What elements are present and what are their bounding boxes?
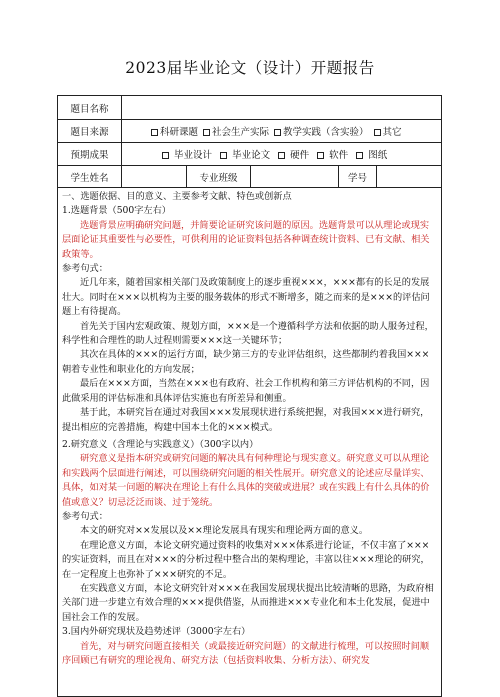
checkbox-icon[interactable] (162, 152, 169, 159)
significance-paragraph: 在理论意义方面，本论文研究通过资料的收集对×××体系进行论证，不仅丰富了×××的实证资料，而且在对×××的分析过程中整合出的架构理论，丰富以往×××理论的研究，在一定程度上也弥补了×××研究的不足。 (62, 539, 430, 580)
research-status-heading: 3.国内外研究现状及趋势述评（3000字左右） (62, 626, 251, 638)
result-option-software[interactable]: 软件 (317, 147, 348, 161)
source-option-other[interactable]: 其它 (374, 124, 402, 138)
topic-name-value[interactable] (122, 96, 441, 119)
background-instruction: 选题背景应明确研究问题，并简要论证研究该问题的原因。选题背景可以从理论或现实层面论证其重要性与必要性，可供利用的论证资料包括各种调查统计资料、已有文献、相关政策等。 (62, 219, 430, 260)
topic-source-row (58, 120, 441, 143)
checkbox-icon[interactable] (374, 129, 381, 136)
checkbox-icon[interactable] (220, 152, 227, 159)
background-paragraph: 近几年来，随着国家相关部门及政策制度上的逐步重视×××，×××都有的长足的发展壮大。同时在×××以机构为主要的服务载体的形式不断增多，随之而来的是×××的评估问题上有待提高。 (62, 277, 430, 318)
checkbox-icon[interactable] (356, 152, 363, 159)
student-name-label: 学生姓名 (58, 166, 122, 187)
checkbox-icon[interactable] (278, 152, 285, 159)
research-status-instruction: 首先，对与研究问题直接相关（或最接近研究问题）的文献进行梳理，可以按照时间顺序回顾已有研究的理论视角、研究方法（包括资料收集、分析方法）、研究发 (62, 640, 430, 666)
result-option-design[interactable]: 毕业设计 (162, 147, 212, 161)
background-paragraph: 其次在具体的×××的运行方面，缺少第三方的专业评估组织，这些都制约着我国×××朝着专业性和职业化的方向发展； (62, 349, 430, 375)
reference-label: 参考句式： (62, 263, 108, 275)
major-class-value[interactable] (251, 166, 339, 187)
section-heading: 一、选题依据、目的意义、主要参考文献、特色或创新点 (62, 191, 292, 202)
reference-label: 参考句式： (62, 510, 108, 522)
checkbox-icon[interactable] (317, 152, 324, 159)
result-option-drawing[interactable]: 图纸 (356, 147, 387, 161)
proposal-form (57, 95, 442, 697)
background-paragraph: 基于此，本研究旨在通过对我国×××发展现状进行系统把握，对我国×××进行研究，提出相应的完善措施，构建中国本土化的×××模式。 (62, 407, 430, 433)
significance-paragraph: 本文的研究对××发展以及××理论发展具有现实和理论两方面的意义。 (80, 525, 369, 537)
checkbox-icon[interactable] (203, 129, 210, 136)
source-option-teaching[interactable]: 教学实践（含实验） (274, 124, 369, 138)
topic-source-label: 题目来源 (58, 120, 122, 142)
page-title: 2023届毕业论文（设计）开题报告 (125, 59, 375, 77)
significance-instruction: 研究意义是指本研究或研究问题的解决具有何种理论与现实意义。研究意义可以从理论和实践两个层面进行阐述，可以围绕研究问题的相关性展开。研究意义的论述应尽量详实、具体，如对某一问题的解决在理论上有什么具体的突破或进展？或在实践上有什么具体的价值或意义？切忌泛泛而谈、过于笼统。 (62, 453, 430, 508)
significance-heading: 2.研究意义（含理论与实践意义）（300字以内） (62, 438, 259, 450)
student-id-value[interactable] (377, 166, 441, 187)
topic-source-options (122, 120, 441, 142)
checkbox-icon[interactable] (274, 129, 281, 136)
source-option-production[interactable]: 社会生产实际 (203, 124, 269, 138)
significance-paragraph: 在实践意义方面，本论文研究针对×××在我国发展现状提出比较清晰的思路，为政府相关部门进一步建立有效合理的×××提供借鉴，从而推进×××专业化和本土化发展，促进中国社会工作的发展。 (62, 582, 434, 623)
result-option-hardware[interactable]: 硬件 (278, 147, 309, 161)
result-option-thesis[interactable]: 毕业论文 (220, 147, 270, 161)
proposal-body (62, 190, 438, 668)
student-id-label: 学号 (339, 166, 377, 187)
background-paragraph: 首先关于国内宏观政策、规划方面，×××是一个遵循科学方法和依据的助人服务过程，科学性和合理性的助人过程则需要×××这一关键环节； (62, 320, 434, 347)
background-paragraph: 最后在×××方面，当然在×××也有政府、社会工作机构和第三方评估机构的不同，因此做采用的评估标准和具体评估实施也有所差异和侧重。 (62, 378, 430, 404)
background-heading: 1.选题背景（500字左右） (62, 205, 171, 217)
expected-result-options (122, 143, 441, 165)
student-name-value[interactable] (122, 166, 187, 187)
topic-name-row (58, 96, 441, 120)
source-option-research[interactable]: 科研课题 (151, 124, 198, 138)
student-info-row (58, 166, 441, 188)
topic-name-label: 题目名称 (58, 96, 122, 119)
major-class-label: 专业班级 (187, 166, 251, 187)
expected-result-label: 预期成果 (58, 143, 122, 165)
checkbox-icon[interactable] (151, 129, 158, 136)
expected-result-row (58, 143, 441, 166)
